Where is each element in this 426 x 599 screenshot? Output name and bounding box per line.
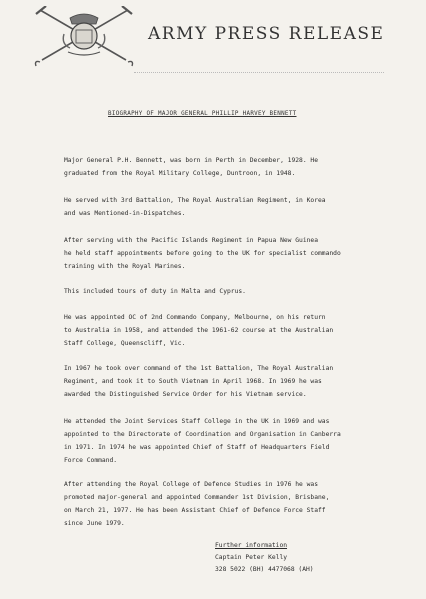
paragraph-line: on March 21, 1977. He has been Assistant Chief of Defence Force Staff (64, 507, 326, 514)
paragraph-staff-college (64, 415, 376, 467)
paragraph-commando (64, 311, 376, 350)
paragraph-line: He attended the Joint Services Staff College in the UK in 1969 and was (64, 418, 330, 425)
paragraph-line: appointed to the Directorate of Coordination and Organisation in Canberra (64, 431, 341, 438)
paragraph-line: awarded the Distinguished Service Order for his Vietnam service. (64, 391, 307, 398)
contact-phone: 328 5022 (BH) 4477068 (AH) (215, 566, 314, 573)
paragraph-line: Major General P.H. Bennett, was born in Perth in December, 1928. He (64, 157, 319, 164)
paragraph-birth (64, 154, 376, 180)
paragraph-line: in 1971. In 1974 he was appointed Chief of Staff of Headquarters Field (64, 444, 330, 451)
army-crest-icon (34, 6, 134, 68)
contact-block (215, 540, 314, 576)
paragraph-papua (64, 234, 376, 273)
paragraph-line: graduated from the Royal Military College, Duntroon, in 1948. (64, 170, 296, 177)
paragraph-line: Regiment, and took it to South Vietnam in April 1968. In 1969 he was (64, 378, 322, 385)
paragraph-line: promoted major-general and appointed Commander 1st Division, Brisbane, (64, 494, 330, 501)
paragraph-line: This included tours of duty in Malta and Cyprus. (64, 288, 246, 295)
press-release-title: ARMY PRESS RELEASE (148, 24, 385, 44)
paragraph-line: In 1967 he took over command of the 1st Battalion, The Royal Australian (64, 365, 334, 372)
header-divider (134, 72, 384, 74)
paragraph-line: Staff College, Queenscliff, Vic. (64, 340, 186, 347)
contact-title: Further information (215, 542, 288, 549)
paragraph-line: he held staff appointments before going to the UK for specialist commando (64, 250, 341, 257)
paragraph-line: training with the Royal Marines. (64, 263, 186, 270)
paragraph-line: He served with 3rd Battalion, The Royal Australian Regiment, in Korea (64, 197, 326, 204)
paragraph-line: After serving with the Pacific Islands Regiment in Papua New Guinea (64, 237, 319, 244)
paragraph-line: to Australia in 1958, and attended the 1961-62 course at the Australian (64, 327, 334, 334)
paragraph-malta (64, 285, 376, 298)
paragraph-defence-studies (64, 478, 376, 530)
paragraph-korea (64, 194, 376, 220)
paragraph-line: He was appointed OC of 2nd Commando Company, Melbourne, on his return (64, 314, 326, 321)
paragraph-vietnam (64, 362, 376, 401)
document-heading: BIOGRAPHY OF MAJOR GENERAL PHILLIP HARVEY BENNETT (108, 111, 297, 117)
paragraph-line: and was Mentioned-in-Dispatches. (64, 210, 186, 217)
paragraph-line: After attending the Royal College of Defence Studies in 1976 he was (64, 481, 319, 488)
paragraph-line: since June 1979. (64, 520, 125, 527)
contact-name: Captain Peter Kelly (215, 554, 288, 561)
paragraph-line: Force Command. (64, 457, 118, 464)
